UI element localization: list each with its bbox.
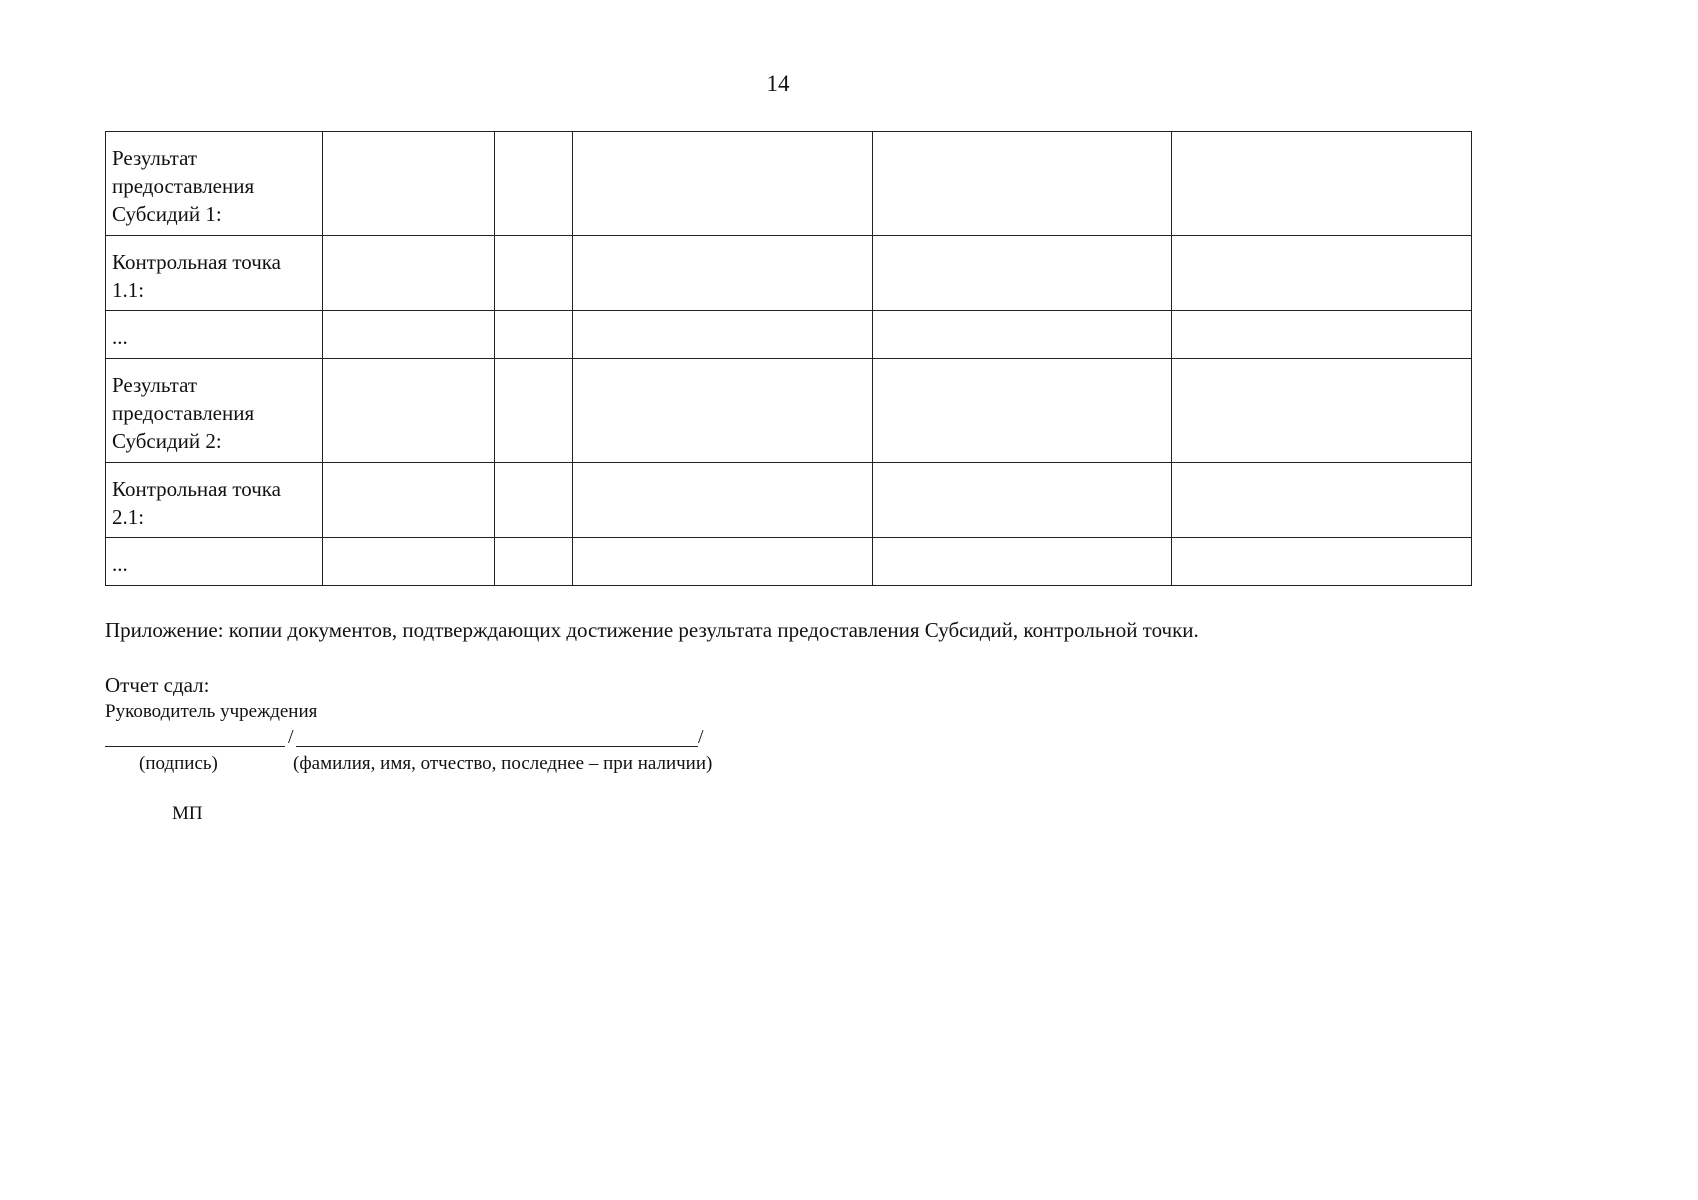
table-cell xyxy=(323,132,495,236)
table-cell xyxy=(573,236,873,311)
signature-caption: (подпись) xyxy=(139,753,218,774)
table-cell xyxy=(873,132,1172,236)
table-cell xyxy=(873,538,1172,586)
full-name-line xyxy=(296,746,698,747)
appendix-note: Приложение: копии документов, подтверждающих достижение результата предоставления Субсидий, контрольной точки. xyxy=(105,618,1199,642)
slash-separator: / xyxy=(288,726,294,748)
table-cell xyxy=(573,359,873,463)
table-cell xyxy=(1172,132,1472,236)
table-cell xyxy=(573,538,873,586)
table-cell xyxy=(323,311,495,359)
table-cell xyxy=(323,236,495,311)
table-cell xyxy=(1172,463,1472,538)
table-cell xyxy=(873,359,1172,463)
row-label-result-2: Результат предоставления Субсидий 2: xyxy=(106,359,323,463)
table-cell xyxy=(873,463,1172,538)
table-cell xyxy=(495,236,573,311)
stamp-placeholder: МП xyxy=(172,803,203,824)
table-cell xyxy=(323,359,495,463)
table-cell xyxy=(873,236,1172,311)
table-cell xyxy=(873,311,1172,359)
table-row xyxy=(106,236,1472,311)
page-number: 14 xyxy=(766,71,790,96)
signature-line xyxy=(105,746,285,747)
table-cell xyxy=(573,132,873,236)
report-table xyxy=(105,131,1472,586)
row-label-ellipsis-2: ... xyxy=(106,538,323,586)
table-cell xyxy=(323,538,495,586)
row-label-result-1: Результат предоставления Субсидий 1: xyxy=(106,132,323,236)
submitted-by-label: Отчет сдал: xyxy=(105,673,210,697)
table-cell xyxy=(495,132,573,236)
row-label-checkpoint-1-1: Контрольная точка 1.1: xyxy=(106,236,323,311)
table-cell xyxy=(495,311,573,359)
signatory-role: Руководитель учреждения xyxy=(105,701,318,722)
table-row xyxy=(106,538,1472,586)
row-label-ellipsis-1: ... xyxy=(106,311,323,359)
table-cell xyxy=(495,359,573,463)
full-name-caption: (фамилия, имя, отчество, последнее – при наличии) xyxy=(293,753,713,774)
table-cell xyxy=(323,463,495,538)
table-row xyxy=(106,311,1472,359)
table-cell xyxy=(495,538,573,586)
table-row xyxy=(106,132,1472,236)
table-cell xyxy=(1172,311,1472,359)
table-cell xyxy=(573,311,873,359)
table-cell xyxy=(495,463,573,538)
table-row xyxy=(106,463,1472,538)
table-cell xyxy=(1172,236,1472,311)
table-cell xyxy=(1172,538,1472,586)
table-cell xyxy=(573,463,873,538)
table-row xyxy=(106,359,1472,463)
table-cell xyxy=(1172,359,1472,463)
row-label-checkpoint-2-1: Контрольная точка 2.1: xyxy=(106,463,323,538)
slash-end: / xyxy=(698,726,704,748)
